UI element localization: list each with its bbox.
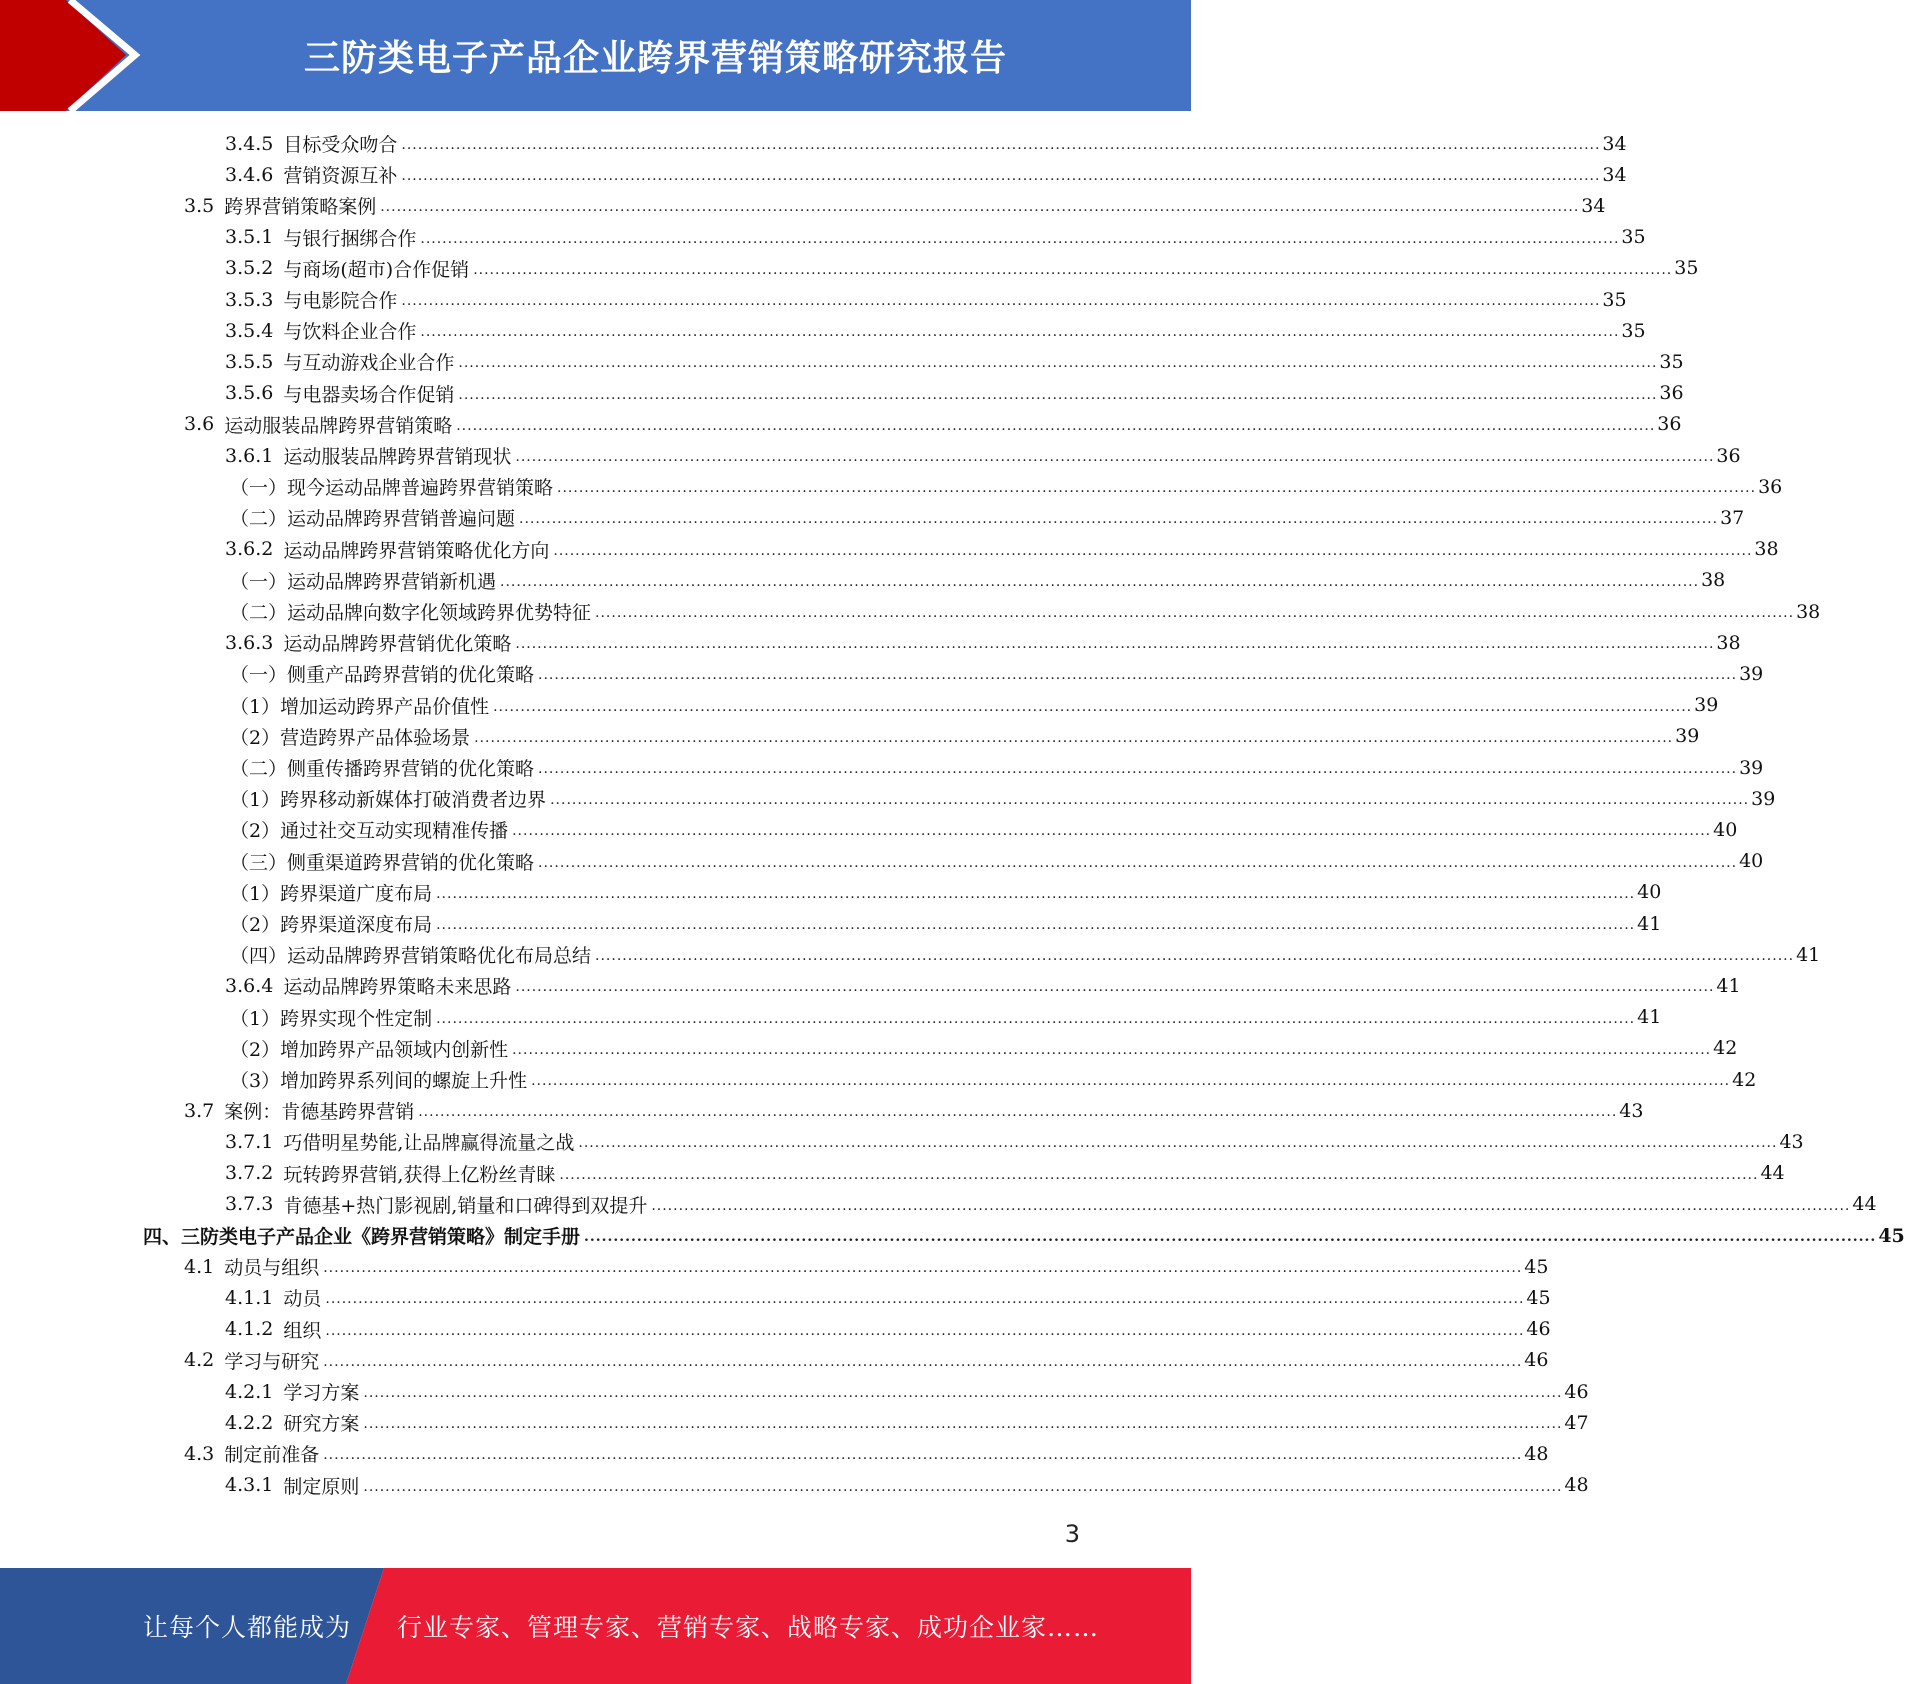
toc-leader-dots: ............................................................................................................................................................................................................................ xyxy=(436,885,1636,902)
toc-leader-dots: ............................................................................................................................................................................................................................ xyxy=(553,542,1753,559)
toc-entry[interactable] xyxy=(225,1314,1551,1345)
toc-entry[interactable] xyxy=(225,440,1741,471)
toc-entry-page: 48 xyxy=(1524,1442,1549,1465)
toc-entry[interactable] xyxy=(230,1064,1757,1095)
toc-entry-label: （二）运动品牌跨界营销普遍问题 xyxy=(230,508,516,531)
toc-leader-dots: ............................................................................................................................................................................................................................ xyxy=(436,917,1636,933)
toc-leader-dots: ............................................................................................................................................................................................................................ xyxy=(512,1041,1712,1058)
toc-leader-dots: ............................................................................................................................................................................................................................ xyxy=(493,698,1693,715)
toc-entry-page: 39 xyxy=(1694,694,1719,717)
toc-entry-label: （2）增加跨界产品领域内创新性 xyxy=(230,1038,509,1061)
toc-entry-page: 38 xyxy=(1754,538,1779,561)
toc-entry-number: 4.3 xyxy=(184,1442,215,1465)
toc-entry-label: （一）运动品牌跨界营销新机遇 xyxy=(230,570,497,593)
toc-entry[interactable] xyxy=(230,721,1700,752)
toc-entry-label: （1）跨界渠道广度布局 xyxy=(230,882,433,905)
toc-entry-label: （1）跨界移动新媒体打破消费者边界 xyxy=(230,789,547,812)
toc-entry-page: 39 xyxy=(1739,662,1764,685)
toc-leader-dots: ............................................................................................................................................................................................................................ xyxy=(578,1135,1778,1152)
toc-entry-page: 40 xyxy=(1637,881,1662,904)
toc-entry[interactable] xyxy=(225,1376,1589,1407)
toc-entry-label: 研究方案 xyxy=(283,1413,360,1436)
toc-entry-label: （四）运动品牌跨界营销策略优化布局总结 xyxy=(230,945,592,968)
toc-entry[interactable] xyxy=(225,1126,1804,1157)
toc-entry[interactable] xyxy=(225,315,1646,346)
toc-leader-dots: ............................................................................................................................................................................................................................ xyxy=(420,324,1620,341)
toc-entry-label: 运动服装品牌跨界营销现状 xyxy=(283,446,512,468)
toc-entry-page: 38 xyxy=(1716,631,1741,654)
toc-entry[interactable] xyxy=(225,159,1627,190)
toc-entry[interactable] xyxy=(225,222,1646,253)
toc-leader-dots: ............................................................................................................................................................................................................................ xyxy=(538,854,1738,871)
toc-entry[interactable] xyxy=(225,534,1779,565)
toc-entry-page: 34 xyxy=(1602,132,1627,155)
toc-entry[interactable] xyxy=(230,1002,1662,1033)
toc-entry-page: 36 xyxy=(1716,444,1741,467)
toc-leader-dots: ............................................................................................................................................................................................................................ xyxy=(323,1260,1523,1277)
toc-leader-dots: ............................................................................................................................................................................................................................ xyxy=(538,667,1738,684)
toc-entry[interactable] xyxy=(230,565,1726,596)
toc-entry-label: 动员与组织 xyxy=(224,1257,320,1280)
toc-entry-label: （二）侧重传播跨界营销的优化策略 xyxy=(230,758,535,780)
toc-leader-dots: ............................................................................................................................................................................................................................ xyxy=(380,199,1580,216)
toc-entry-page: 46 xyxy=(1526,1318,1551,1341)
toc-entry-page: 39 xyxy=(1751,787,1776,810)
toc-entry[interactable] xyxy=(230,596,1821,627)
toc-entry[interactable] xyxy=(230,471,1783,502)
toc-entry-label: （1）跨界实现个性定制 xyxy=(230,1007,433,1030)
toc-entry-page: 44 xyxy=(1760,1162,1785,1185)
toc-entry-label: （一）侧重产品跨界营销的优化策略 xyxy=(230,664,535,687)
toc-entry[interactable] xyxy=(230,783,1776,814)
toc-entry-page: 46 xyxy=(1564,1380,1589,1403)
toc-entry-number: 3.5.4 xyxy=(225,319,274,342)
toc-entry-label: （2）跨界渠道深度布局 xyxy=(230,914,433,936)
toc-entry-number: 3.7.1 xyxy=(225,1130,274,1153)
toc-entry-page: 43 xyxy=(1619,1099,1644,1122)
toc-entry-number: 4.2 xyxy=(184,1349,215,1372)
toc-entry[interactable] xyxy=(184,1438,1549,1469)
toc-entry-label: 案例：肯德基跨界营销 xyxy=(224,1101,415,1124)
toc-leader-dots: ............................................................................................................................................................................................................................ xyxy=(401,137,1601,153)
toc-entry-label: 与商场(超市)合作促销 xyxy=(283,258,470,281)
toc-entry-label: （一）现今运动品牌普遍跨界营销策略 xyxy=(230,477,554,500)
toc-leader-dots: ............................................................................................................................................................................................................................ xyxy=(456,417,1656,434)
toc-entry-page: 38 xyxy=(1796,600,1821,623)
toc-entry-number: 4.2.2 xyxy=(225,1411,274,1434)
toc-entry[interactable] xyxy=(143,1220,1905,1251)
toc-entry-label: （1）增加运动跨界产品价值性 xyxy=(230,695,490,718)
toc-entry-page: 38 xyxy=(1701,569,1726,592)
toc-entry-label: 跨界营销策略案例 xyxy=(224,196,377,219)
toc-leader-dots: ............................................................................................................................................................................................................................ xyxy=(559,1166,1759,1183)
toc-entry-label: 学习方案 xyxy=(283,1382,360,1404)
toc-leader-dots: ............................................................................................................................................................................................................................ xyxy=(512,823,1712,840)
toc-entry-label: 运动品牌跨界营销优化策略 xyxy=(283,633,512,656)
toc-leader-dots: ............................................................................................................................................................................................................................ xyxy=(363,1385,1563,1401)
toc-entry-page: 44 xyxy=(1852,1193,1877,1216)
toc-entry[interactable] xyxy=(225,1407,1589,1438)
toc-leader-dots: ............................................................................................................................................................................................................................ xyxy=(538,761,1738,777)
toc-entry-label: 玩转跨界营销,获得上亿粉丝青睐 xyxy=(283,1163,556,1186)
toc-entry-number: 4.1 xyxy=(184,1255,215,1278)
toc-entry-label: 运动品牌跨界策略未来思路 xyxy=(283,976,512,999)
toc-entry[interactable] xyxy=(184,409,1682,440)
toc-entry[interactable] xyxy=(225,346,1684,377)
toc-entry[interactable] xyxy=(225,1282,1551,1313)
toc-entry[interactable] xyxy=(230,877,1662,908)
toc-leader-dots: ............................................................................................................................................................................................................................ xyxy=(363,1478,1563,1495)
toc-entry-label: 学习与研究 xyxy=(224,1350,320,1373)
page-number: 3 xyxy=(1064,1520,1080,1548)
toc-leader-dots: ............................................................................................................................................................................................................................ xyxy=(473,261,1673,278)
toc-entry-page: 36 xyxy=(1758,475,1783,498)
toc-entry-number: 3.5.6 xyxy=(225,382,274,405)
toc-entry-label: 与银行捆绑合作 xyxy=(283,227,417,250)
toc-leader-dots: ............................................................................................................................................................................................................................ xyxy=(557,480,1757,497)
toc-entry-page: 42 xyxy=(1732,1068,1757,1091)
toc-entry[interactable] xyxy=(230,1033,1738,1064)
toc-entry-number: 4.1.2 xyxy=(225,1318,274,1341)
toc-entry-page: 34 xyxy=(1581,194,1606,217)
toc-entry-number: 4.2.1 xyxy=(225,1380,274,1403)
toc-entry-number: 3.6.3 xyxy=(225,631,274,654)
toc-entry-label: 营销资源互补 xyxy=(283,165,398,188)
header-arrow-icon xyxy=(0,0,160,111)
toc-leader-dots: ............................................................................................................................................................................................................................ xyxy=(515,979,1715,996)
toc-entry[interactable] xyxy=(230,846,1764,877)
toc-entry-number: 3.5.5 xyxy=(225,350,274,373)
toc-entry-label: 肯德基+热门影视剧,销量和口碑得到双提升 xyxy=(283,1194,648,1217)
toc-entry-number: 3.6.1 xyxy=(225,444,274,467)
toc-entry[interactable] xyxy=(225,253,1699,284)
toc-leader-dots: ............................................................................................................................................................................................................................ xyxy=(515,636,1715,653)
toc-entry[interactable] xyxy=(225,970,1741,1001)
toc-leader-dots: ............................................................................................................................................................................................................................ xyxy=(584,1229,1877,1245)
toc-leader-dots: ............................................................................................................................................................................................................................ xyxy=(550,792,1750,809)
toc-entry-number: 3.5.2 xyxy=(225,257,274,280)
toc-entry[interactable] xyxy=(230,939,1821,970)
toc-entry-page: 41 xyxy=(1716,974,1741,997)
toc-entry-page: 46 xyxy=(1524,1349,1549,1372)
toc-entry[interactable] xyxy=(184,1345,1549,1376)
toc-entry-label: 目标受众吻合 xyxy=(283,134,398,156)
toc-leader-dots: ............................................................................................................................................................................................................................ xyxy=(323,1447,1523,1464)
toc-entry[interactable] xyxy=(225,1158,1785,1189)
toc-entry-page: 35 xyxy=(1674,257,1699,280)
toc-entry-label: 与饮料企业合作 xyxy=(283,321,417,344)
toc-entry-number: 3.5.1 xyxy=(225,226,274,249)
toc-entry-page: 42 xyxy=(1713,1037,1738,1060)
toc-entry-page: 45 xyxy=(1878,1224,1905,1247)
toc-entry-page: 39 xyxy=(1675,725,1700,748)
toc-entry-number: 3.6.4 xyxy=(225,974,274,997)
toc-entry-label: 与互动游戏企业合作 xyxy=(283,352,455,375)
toc-leader-dots: ............................................................................................................................................................................................................................ xyxy=(323,1353,1523,1370)
toc-entry-number: 3.7.3 xyxy=(225,1193,274,1216)
page-header xyxy=(0,0,1191,111)
toc-entry-page: 35 xyxy=(1602,288,1627,311)
toc-leader-dots: ............................................................................................................................................................................................................................ xyxy=(420,230,1620,247)
toc-entry-page: 35 xyxy=(1621,226,1646,249)
toc-entry-number: 4.1.1 xyxy=(225,1286,274,1309)
toc-leader-dots: ............................................................................................................................................................................................................................ xyxy=(500,573,1700,590)
toc-leader-dots: ............................................................................................................................................................................................................................ xyxy=(325,1291,1525,1308)
toc-entry-label: 与电器卖场合作促销 xyxy=(283,383,455,406)
toc-entry-page: 41 xyxy=(1637,912,1662,935)
toc-entry-label: 运动品牌跨界营销策略优化方向 xyxy=(283,539,550,562)
toc-entry-page: 37 xyxy=(1720,506,1745,529)
toc-entry-label: （三）侧重渠道跨界营销的优化策略 xyxy=(230,851,535,874)
toc-entry[interactable] xyxy=(225,1189,1877,1220)
footer-slogan-right: 行业专家、管理专家、营销专家、战略专家、成功企业家…… xyxy=(397,1613,1100,1642)
toc-entry-label: （2）营造跨界产品体验场景 xyxy=(230,726,471,749)
toc-entry[interactable] xyxy=(230,908,1662,939)
toc-entry-label: 制定前准备 xyxy=(224,1444,320,1467)
toc-entry-page: 41 xyxy=(1796,943,1821,966)
toc-leader-dots: ............................................................................................................................................................................................................................ xyxy=(458,355,1658,372)
toc-leader-dots: ............................................................................................................................................................................................................................ xyxy=(515,449,1715,465)
toc-leader-dots: ............................................................................................................................................................................................................................ xyxy=(531,1073,1731,1089)
toc-entry-label: 动员 xyxy=(283,1288,322,1311)
toc-leader-dots: ............................................................................................................................................................................................................................ xyxy=(595,948,1795,965)
document-title: 三防类电子产品企业跨界营销策略研究报告 xyxy=(303,38,1007,79)
toc-entry-label: （3）增加跨界系列间的螺旋上升性 xyxy=(230,1070,528,1092)
toc-entry-label: （二）运动品牌向数字化领域跨界优势特征 xyxy=(230,602,592,624)
toc-entry-number: 3.6.2 xyxy=(225,538,274,561)
toc-entry-page: 35 xyxy=(1621,319,1646,342)
toc-leader-dots: ............................................................................................................................................................................................................................ xyxy=(401,293,1601,309)
toc-entry[interactable] xyxy=(225,1470,1589,1501)
toc-entry-page: 36 xyxy=(1657,413,1682,436)
toc-entry-page: 40 xyxy=(1713,818,1738,841)
toc-entry-label: 组织 xyxy=(283,1319,322,1342)
toc-entry-page: 34 xyxy=(1602,163,1627,186)
toc-entry-number: 3.5 xyxy=(184,194,215,217)
toc-entry-label: 运动服装品牌跨界营销策略 xyxy=(224,414,453,437)
toc-entry-page: 45 xyxy=(1524,1255,1549,1278)
toc-entry-number: 3.5.3 xyxy=(225,288,274,311)
toc-entry[interactable] xyxy=(225,378,1684,409)
toc-leader-dots: ............................................................................................................................................................................................................................ xyxy=(458,386,1658,403)
toc-entry[interactable] xyxy=(230,752,1764,783)
toc-leader-dots: ............................................................................................................................................................................................................................ xyxy=(519,511,1719,528)
toc-entry-page: 36 xyxy=(1659,382,1684,405)
toc-entry-page: 39 xyxy=(1739,756,1764,779)
toc-entry-number: 3.7 xyxy=(184,1099,215,1122)
toc-leader-dots: ............................................................................................................................................................................................................................ xyxy=(418,1104,1618,1121)
toc-entry-number: 3.4.5 xyxy=(225,132,274,155)
toc-leader-dots: ............................................................................................................................................................................................................................ xyxy=(651,1197,1851,1214)
toc-entry-number: 3.4.6 xyxy=(225,163,274,186)
toc-entry-label: 制定原则 xyxy=(283,1475,360,1498)
toc-entry-number: 3.6 xyxy=(184,413,215,436)
toc-entry[interactable] xyxy=(225,627,1741,658)
page-footer xyxy=(0,1568,1191,1684)
toc-entry-page: 35 xyxy=(1659,350,1684,373)
toc-entry[interactable] xyxy=(230,814,1738,845)
toc-entry-page: 43 xyxy=(1779,1130,1804,1153)
toc-entry[interactable] xyxy=(230,658,1764,689)
footer-slogan-left: 让每个人都能成为 xyxy=(143,1613,352,1642)
toc-leader-dots: ............................................................................................................................................................................................................................ xyxy=(325,1322,1525,1339)
toc-entry-label: 巧借明星势能,让品牌赢得流量之战 xyxy=(283,1132,575,1155)
toc-entry[interactable] xyxy=(184,1251,1549,1282)
toc-entry[interactable] xyxy=(184,190,1606,221)
toc-leader-dots: ............................................................................................................................................................................................................................ xyxy=(436,1010,1636,1027)
toc-leader-dots: ............................................................................................................................................................................................................................ xyxy=(595,605,1795,621)
toc-leader-dots: ............................................................................................................................................................................................................................ xyxy=(474,729,1674,746)
toc-leader-dots: ............................................................................................................................................................................................................................ xyxy=(363,1416,1563,1433)
toc-entry-page: 41 xyxy=(1637,1006,1662,1029)
toc-entry-page: 40 xyxy=(1739,850,1764,873)
toc-entry-page: 47 xyxy=(1564,1411,1589,1434)
toc-entry[interactable] xyxy=(225,284,1627,315)
toc-entry[interactable] xyxy=(230,690,1719,721)
toc-entry[interactable] xyxy=(230,502,1745,533)
toc-entry-label: （2）通过社交互动实现精准传播 xyxy=(230,820,509,843)
toc-entry-page: 45 xyxy=(1526,1286,1551,1309)
toc-leader-dots: ............................................................................................................................................................................................................................ xyxy=(401,168,1601,185)
toc-entry-number: 3.7.2 xyxy=(225,1162,274,1185)
toc-entry[interactable] xyxy=(225,128,1627,159)
toc-entry-label: 与电影院合作 xyxy=(283,290,398,312)
toc-entry-label: 四、三防类电子产品企业《跨界营销策略》制定手册 xyxy=(143,1226,581,1248)
toc-entry-page: 48 xyxy=(1564,1474,1589,1497)
toc-entry[interactable] xyxy=(184,1095,1644,1126)
toc-entry-number: 4.3.1 xyxy=(225,1474,274,1497)
